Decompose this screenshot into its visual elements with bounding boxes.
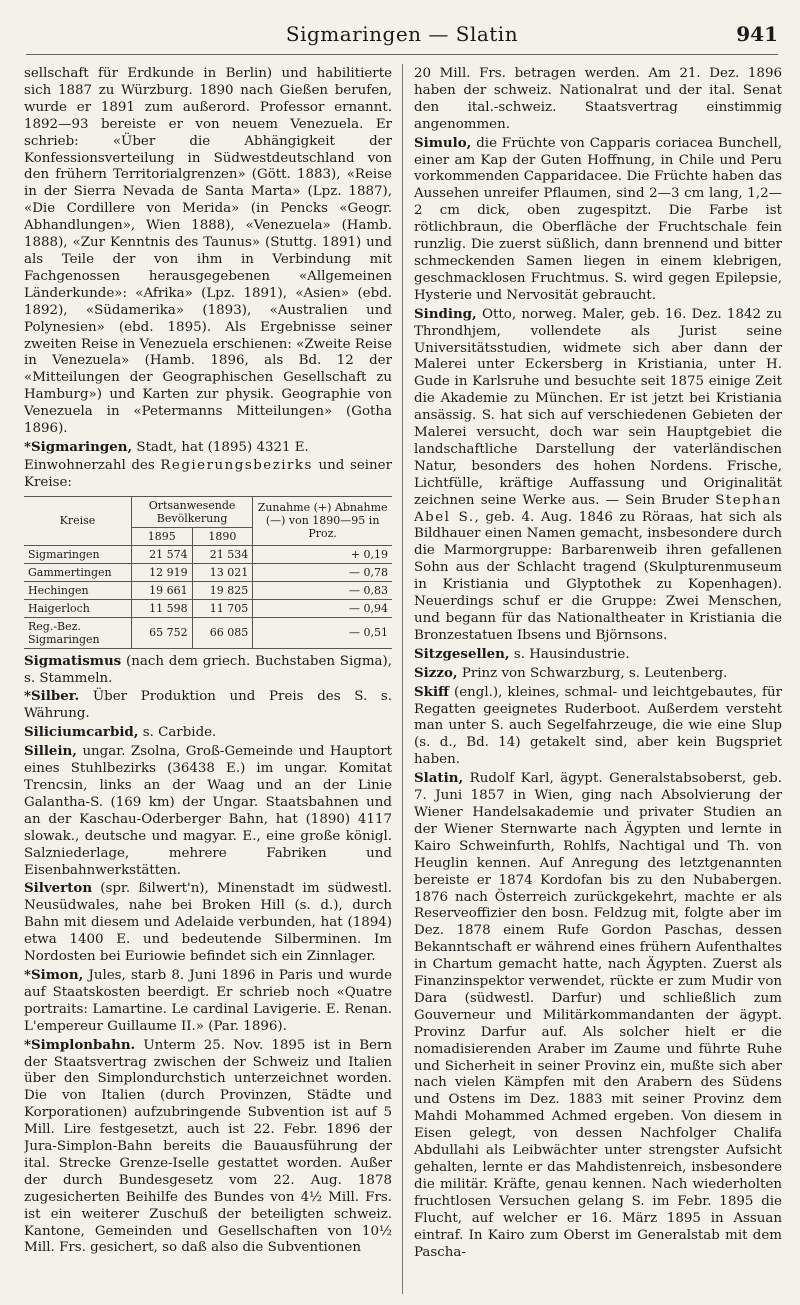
entry-simplonbahn	[24, 1037, 392, 1258]
header-year-1890: 1890	[192, 527, 253, 545]
column-divider	[402, 64, 403, 1294]
keyword-sinding: Sinding,	[414, 305, 477, 322]
table-row	[24, 599, 392, 617]
row-change: + 0,19	[253, 545, 392, 563]
header-rule	[26, 54, 778, 55]
row-name: Gammertingen	[24, 563, 131, 581]
entry-text: (nach dem griech. Buchstaben Sigma), s. Stammeln.	[24, 653, 392, 686]
row-change: — 0,78	[253, 563, 392, 581]
row-1895: 21 574	[131, 545, 192, 563]
entry-text: s. Carbide.	[138, 725, 217, 741]
row-change: — 0,83	[253, 581, 392, 599]
population-table	[24, 496, 392, 649]
running-title: Sigmaringen — Slatin	[285, 22, 519, 46]
table-row	[24, 563, 392, 581]
entry-text: (engl.), kleines, schmal- und leichtgebautes, für Regatten geeignetes Ruderboot. Außerdem versteht man unter S. auch Segelfahrzeuge, die wie eine Slup (s. d., Bd. 14) getakelt sind, aber kein Bugspriet haben.	[414, 684, 782, 768]
entry-text: ungar. Zsolna, Groß-Gemeinde und Hauptort eines Stuhlbezirks (36438 E.) im ungar. Komitat Trencsin, links an der Waag und an der Linie Galantha-S. (169 km) der Ungar. Staatsbahnen und an der Kaschau-Oderberger Bahn, hat (1890) 4117 slowak., deutsche und magyar. E., eine große königl. Salzniederlage, mehrere Fabriken und Eisenbahnwerkstätten.	[24, 744, 392, 878]
keyword-skiff: Skiff	[414, 683, 450, 700]
keyword-sillein: Sillein,	[24, 743, 77, 760]
caption-part: Einwohnerzahl des	[24, 457, 161, 473]
entry-sizzo	[414, 665, 782, 683]
header-change: Zunahme (+) Abnahme (—) von 1890—95 in Proz.	[253, 496, 392, 545]
table-row	[24, 545, 392, 563]
keyword-sitzgesellen: Sitzgesellen,	[414, 645, 510, 662]
entry-text: Otto, norweg. Maler, geb. 16. Dez. 1842 zu Throndhjem, vollendete als Jurist seine Universitätsstudien, widmete sich aber dann der Malerei unter Eckersberg in Kristiania, unter H. Gude in Karlsruhe und besuchte seit 1875 einige Zeit die Akademie zu München. Er ist jetzt bei Kristiania ansässig. S. hat sich auf verschiedenen Gebieten der Malerei versucht, doch war sein Hauptgebiet die landschaftliche Darstellung der vaterländischen Natur, besonders des hohen Nordens. Frische, Lichtfülle, kräftige Auffassung und Originalität zeichnen seine Werke aus. — Sein Bruder	[414, 306, 782, 508]
entry-skiff	[414, 684, 782, 770]
entry-sitzgesellen	[414, 646, 782, 664]
entry-silverton	[24, 880, 392, 966]
entry-text: Über Produktion und Preis des S. s. Währung.	[24, 689, 392, 722]
header-year-1895: 1895	[131, 527, 192, 545]
table-row	[24, 581, 392, 599]
sinding-brother-name: Stephan Abel S.	[414, 492, 782, 525]
entry-text: Jules, starb 8. Juni 1896 in Paris und wurde auf Staatskosten beerdigt. Er schrieb noch «Quatre portraits: Lamartine. Le cardinal Lavigerie. E. Renan. L'empereur Guillaume II.» (Par. 1896).	[24, 967, 392, 1034]
entry-text: Stadt, hat (1895) 4321 E.	[132, 439, 309, 455]
keyword-silber: *Silber.	[24, 688, 80, 705]
entry-text: s. Hausindustrie.	[509, 646, 630, 662]
row-1895: 19 661	[131, 581, 192, 599]
entry-silber	[24, 688, 392, 723]
caption-part: und seiner Kreise:	[24, 457, 392, 490]
caption-part-spaced: Regierungsbezirks	[160, 457, 313, 473]
keyword-simon: *Simon,	[24, 966, 84, 983]
entry-sigmatismus	[24, 653, 392, 688]
table-sum-row	[24, 617, 392, 648]
entry-sinding	[414, 306, 782, 645]
entry-text: Prinz von Schwarzburg, s. Leutenberg.	[457, 665, 728, 681]
keyword-sigmaringen: *Sigmaringen,	[24, 438, 133, 455]
keyword-simulo: Simulo,	[414, 134, 472, 151]
sievers-continuation: sellschaft für Erdkunde in Berlin) und habilitierte sich 1887 zu Würzburg. 1890 nach Gießen berufen, wurde er 1891 zum außerord. Professor ernannt. 1892—93 bereiste er von neuem Venezuela. Er schrieb: «Über die Abhängigkeit der Konfessionsverteilung in Südwestdeutschland von den frühern Territorialgrenzen» (Gött. 1883), «Reise in der Sierra Nevada de Santa Marta» (Lpz. 1887), «Die Cordillere von Merida» (in Pencks «Geogr. Abhandlungen», Wien 1888), «Venezuela» (Hamb. 1888), «Zur Kenntnis des Taunus» (Stuttg. 1891) und als Teile der von ihm in Verbindung mit Fachgenossen herausgegebenen «Allgemeinen Länderkunde»: «Afrika» (Lpz. 1891), «Asien» (ebd. 1892), «Südamerika» (1893), «Australien und Polynesien» (ebd. 1895). Als Ergebnisse seiner zweiten Reise in Venezuela erschienen: «Zweite Reise in Venezuela» (Hamb. 1896, als Bd. 12 der «Mitteilungen der Geographischen Gesellschaft zu Hamburg») und Karten zur physik. Geographie von Venezuela in «Petermanns Mitteilungen» (Gotha 1896).	[24, 66, 392, 437]
entry-siliciumcarbid	[24, 724, 392, 742]
entry-sigmaringen	[24, 439, 392, 457]
sum-1895: 65 752	[131, 617, 192, 648]
table-body	[24, 545, 392, 648]
row-1895: 12 919	[131, 563, 192, 581]
keyword-sizzo: Sizzo,	[414, 664, 458, 681]
header-kreise: Kreise	[24, 496, 131, 545]
left-column	[24, 66, 392, 1291]
right-column	[414, 66, 782, 1291]
entry-simulo	[414, 135, 782, 305]
sum-change: — 0,51	[253, 617, 392, 648]
entry-text: (spr. ßilwert'n), Minenstadt im südwestl. Neusüdwales, nahe bei Broken Hill (s. d.), durch Bahn mit diesem und Adelaide verbunden, hat (1894) etwa 1400 E. und bedeutende Silberminen. Im Nordosten bei Euriowie befindet sich ein Zinnlager.	[24, 881, 392, 965]
entry-text: die Früchte von Capparis coriacea Bunchell, einer am Kap der Guten Hoffnung, in Chile und Peru vorkommenden Capparidacee. Die Früchte haben das Aussehen unreifer Pflaumen, sind 2—3 cm lang, 1,2—2 cm dick, oben zugespitzt. Die Farbe ist rötlichbraun, die Oberfläche der Fruchtschale fein runzlig. Die zuerst süßlich, dann brennend und bitter schmeckenden Samen liegen in einem klebrigen, geschmacklosen Fruchtmus. S. wird gegen Epilepsie, Hysterie und Nervosität gebraucht.	[414, 135, 782, 303]
simplonbahn-continuation: 20 Mill. Frs. betragen werden. Am 21. Dez. 1896 haben der schweiz. Nationalrat und der ital. Senat den ital.-schweiz. Staatsvertrag einstimmig angenommen.	[414, 66, 782, 132]
row-name: Sigmaringen	[24, 545, 131, 563]
keyword-silverton: Silverton	[24, 880, 93, 897]
entry-text: Unterm 25. Nov. 1895 ist in Bern der Staatsvertrag zwischen der Schweiz und Italien über den Simplondurchstich unterzeichnet worden. Die von Italien (durch Provinzen, Städte und Korporationen) aufzubringende Subvention ist auf 5 Mill. Lire festgesetzt, auch ist 22. Febr. 1896 der Jura-Simplon-Bahn bereits die Bauausführung der ital. Strecke Grenze-Iselle gestattet worden. Außer der durch Bundesgesetz vom 22. Aug. 1878 zugesicherten Beihilfe des Bundes von 4½ Mill. Frs. ist ein weiterer Zuschuß der beteiligten schweiz. Kantone, Gemeinden und Gesellschaften von 10½ Mill. Frs. gesichert, so daß also die Subventionen	[24, 1037, 392, 1256]
row-name: Hechingen	[24, 581, 131, 599]
entry-slatin	[414, 770, 782, 1261]
table-caption	[24, 458, 392, 492]
row-1890: 13 021	[192, 563, 253, 581]
entry-text: , geb. 4. Aug. 1846 zu Röraas, hat sich als Bildhauer einen Namen gemacht, insbesondere durch die Marmorgruppe: Barbarenweib ihren gefallenen Sohn aus der Schlacht tragend (Skulpturenmuseum in Kristiania und Glyptothek zu Kopenhagen). Neuerdings schuf er die Gruppe: Zwei Menschen, und begann für das Nationaltheater in Kristiania die Bronzestatuen Ibsens und Björnsons.	[414, 509, 782, 643]
row-1890: 19 825	[192, 581, 253, 599]
row-1890: 11 705	[192, 599, 253, 617]
entry-sillein	[24, 743, 392, 879]
sum-1890: 66 085	[192, 617, 253, 648]
keyword-slatin: Slatin,	[414, 770, 464, 787]
keyword-siliciumcarbid: Siliciumcarbid,	[24, 724, 139, 741]
entry-simon	[24, 967, 392, 1036]
header-bevoelkerung: Ortsanwesende Bevölkerung	[131, 496, 252, 527]
row-change: — 0,94	[253, 599, 392, 617]
row-1895: 11 598	[131, 599, 192, 617]
row-1890: 21 534	[192, 545, 253, 563]
page-header	[26, 16, 778, 56]
keyword-sigmatismus: Sigmatismus	[24, 652, 122, 669]
page-number: 941	[736, 22, 778, 46]
keyword-simplonbahn: *Simplonbahn.	[24, 1036, 136, 1053]
entry-text: Rudolf Karl, ägypt. Generalstabsoberst, geb. 7. Juni 1857 in Wien, ging nach Absolvierung der Wiener Handelsakademie und privater Studien an der Wiener Sternwarte nach Ägypten und lernte in Kairo Schweinfurth, Rohlfs, Nachtigal und Th. von Heuglin kennen. Auf Anregung des letztgenannten bereiste er 1874 Kordofan bis zu den Nubabergen. 1876 nach Österreich zurückgekehrt, machte er als Reserveoffizier den bosn. Feldzug mit, folgte aber im Dez. 1878 einem Rufe Gordon Paschas, dessen Bekanntschaft er während eines frühern Aufenthaltes in Chartum gemacht hatte, nach Ägypten. Zuerst als Finanzinspektor verwendet, rückte er zum Mudir von Dara (südwestl. Darfur) und schließlich zum Gouverneur und Militärkommandanten der ägypt. Provinz Darfur auf. Als solcher hielt er die nomadisierenden Araber im Zaume und führte Ruhe und Sicherheit in seiner Provinz ein, mußte sich aber nach vielen Kämpfen mit den Arabern des Südens und Ostens im Dez. 1883 mit seiner Provinz dem Mahdi Mohammed Achmed ergeben. Von diesem in Eisen gelegt, von dessen Nachfolger Chalifa Abdullahi als Leibwächter unter strengster Aufsicht gehalten, lernte er das Mahdistenreich, insbesondere die militär. Kräfte, genau kennen. Nach wiederholten fruchtlosen Versuchen gelang S. im Febr. 1895 die Flucht, auf welcher er 16. März 1895 in Assuan eintraf. In Kairo zum Oberst im Generalstab mit dem Pascha-	[414, 771, 782, 1260]
row-name: Haigerloch	[24, 599, 131, 617]
sum-name: Reg.-Bez. Sigmaringen	[24, 617, 131, 648]
